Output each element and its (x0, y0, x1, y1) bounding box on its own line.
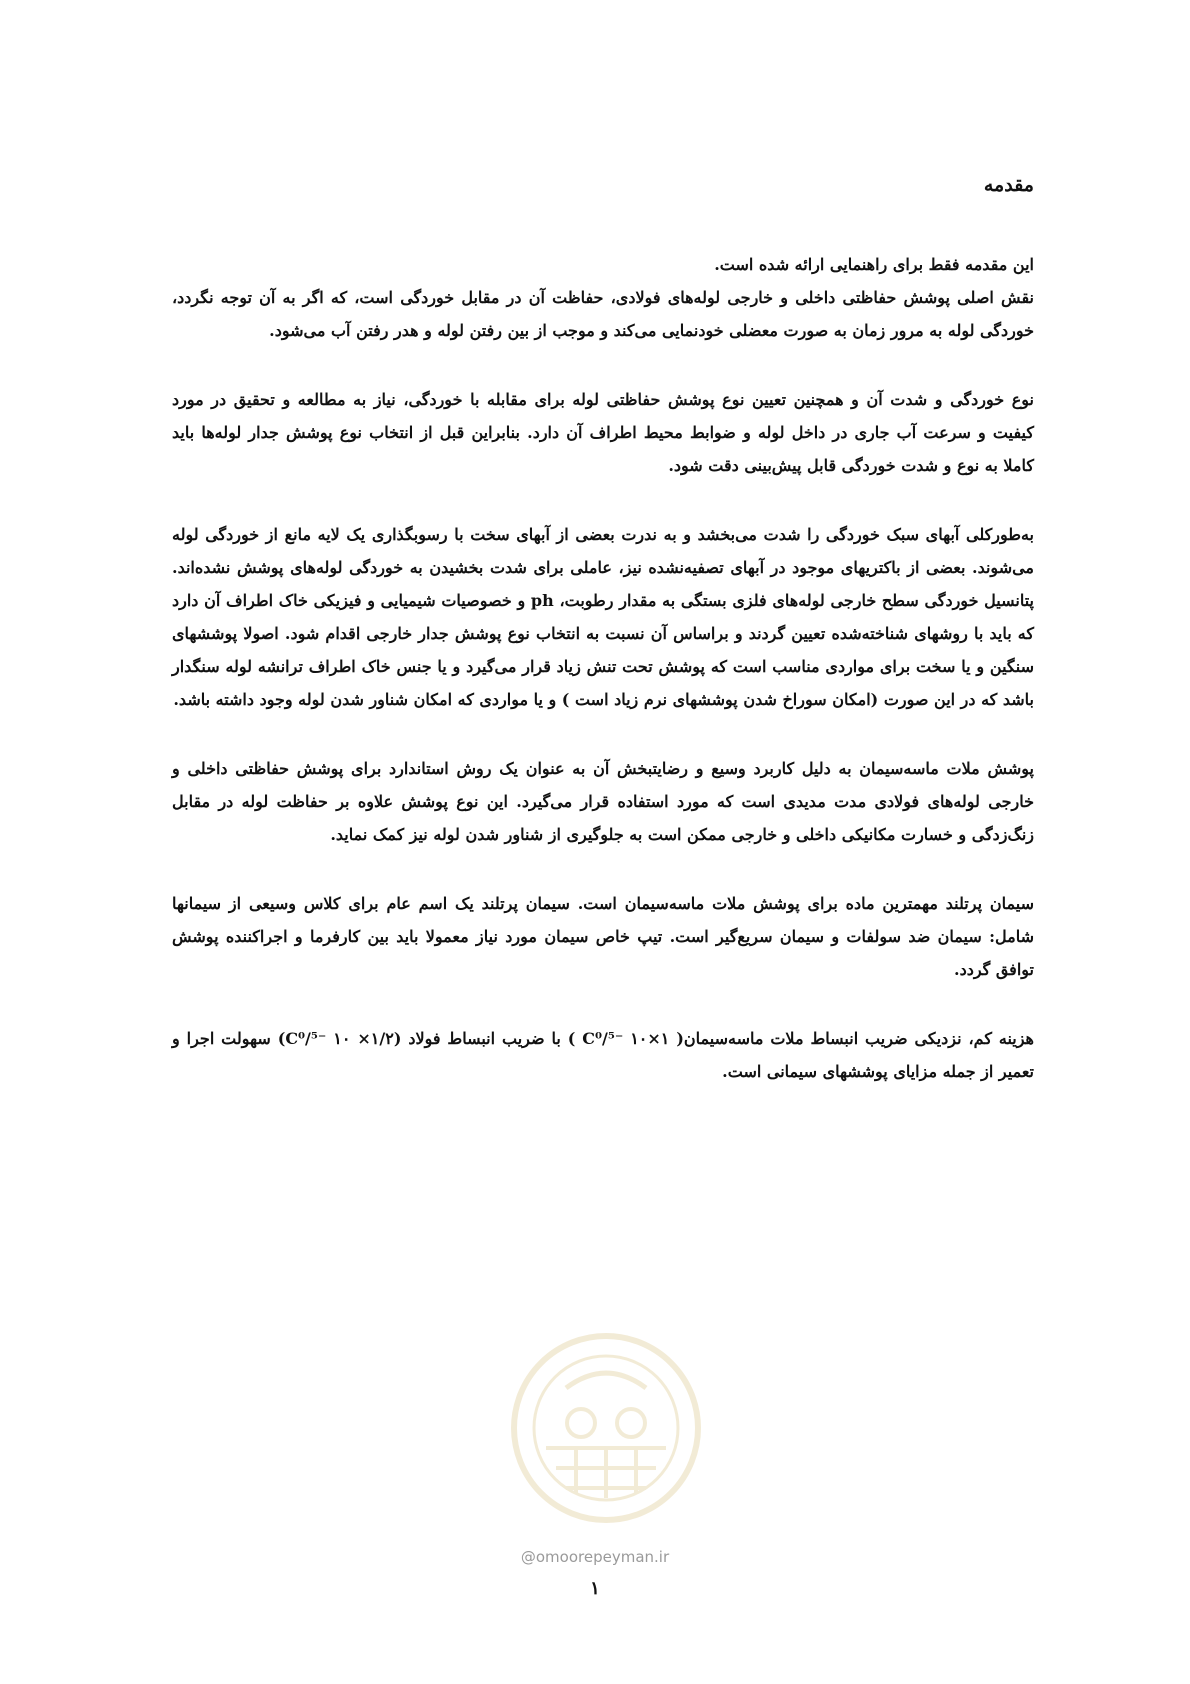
section-heading: مقدمه (983, 174, 1034, 196)
paragraph-6: هزینه کم، نزدیکی ضریب انبساط ملات ماسه‌سیمان( C⁰/⁵⁻ ۱۰×۱ ) با ضریب انبساط فولاد (C⁰/⁵⁻ ۱۰ ×۱/۲) سهولت اجرا و تعمیر از جمله مزایای پوششهای سیمانی است. (172, 1029, 1034, 1081)
paragraph-group-2 (172, 383, 1034, 482)
website-watermark: @omoorepeyman.ir (520, 1548, 670, 1566)
paragraph-2: نوع خوردگی و شدت آن و همچنین تعیین نوع پوشش حفاظتی لوله برای مقابله با خوردگی، نیاز به مطالعه و تحقیق در مورد کیفیت و سرعت آب جاری در داخل لوله و ضوابط محیط اطراف آن دارد. بنابراین قبل از انتخاب نوع پوشش جدار لوله‌ها باید کاملا به نوع و شدت خوردگی قابل پیش‌بینی دقت شود. (172, 390, 1034, 475)
watermark-logo (506, 1328, 706, 1528)
page-number: ۱ (590, 1578, 600, 1599)
paragraph-5: سیمان پرتلند مهمترین ماده برای پوشش ملات ماسه‌سیمان است. سیمان پرتلند یک اسم عام برای کلاس وسیعی از سیمانها شامل: سیمان ضد سولفات و سیمان سریع‌گیر است. تیپ خاص سیمان مورد نیاز معمولا باید بین کارفرما و اجراکننده پوشش توافق گردد. (172, 894, 1034, 979)
intro-line: این مقدمه فقط برای راهنمایی ارائه شده است. (714, 255, 1034, 274)
paragraph-group-3 (172, 518, 1034, 716)
document-body (172, 170, 1034, 1124)
paragraph-group-1 (172, 248, 1034, 347)
paragraph-group-4 (172, 752, 1034, 851)
paragraph-3: به‌طورکلی آبهای سبک خوردگی را شدت می‌بخشد و به ندرت بعضی از آبهای سخت با رسوبگذاری یک لایه مانع از خوردگی لوله می‌شوند. بعضی از باکتریهای موجود در آبهای تصفیه‌نشده نیز، عاملی برای شدت بخشیدن به خوردگی لوله‌های پوشش نشده‌اند. پتانسیل خوردگی سطح خارجی لوله‌های فلزی بستگی به مقدار رطوبت، ph و خصوصیات شیمیایی و فیزیکی خاک اطراف آن دارد که باید با روشهای شناخته‌شده تعیین گردند و براساس آن نسبت به انتخاب نوع پوشش جدار خارجی اقدام شود. اصولا پوششهای سنگین و یا سخت برای مواردی مناسب است که پوشش تحت تنش زیاد قرار می‌گیرد و یا جنس خاک اطراف ترانشه لوله سنگدار باشد که در این صورت (امکان سوراخ شدن پوششهای نرم زیاد است ) و یا مواردی که امکان شناور شدن لوله وجود داشته باشد. (172, 525, 1035, 709)
paragraph-1: نقش اصلی پوشش حفاظتی داخلی و خارجی لوله‌های فولادی، حفاظت آن در مقابل خوردگی است، که اگر به آن توجه نگردد، خوردگی لوله به مرور زمان به صورت معضلی خودنمایی می‌کند و موجب از بین رفتن لوله و هدر رفتن آب می‌شود. (172, 288, 1034, 340)
paragraph-group-5 (172, 887, 1034, 986)
paragraph-4: پوشش ملات ماسه‌سیمان به دلیل کاربرد وسیع و رضایتبخش آن به عنوان یک روش استاندارد برای پوشش حفاظتی داخلی و خارجی لوله‌های فولادی مدت مدیدی است که مورد استفاده قرار می‌گیرد. این نوع پوشش علاوه بر حفاظت لوله در مقابل زنگ‌زدگی و خسارت مکانیکی داخلی و خارجی ممکن است به جلوگیری از شناور شدن لوله نیز کمک نماید. (172, 759, 1035, 844)
paragraph-group-6 (172, 1022, 1034, 1088)
